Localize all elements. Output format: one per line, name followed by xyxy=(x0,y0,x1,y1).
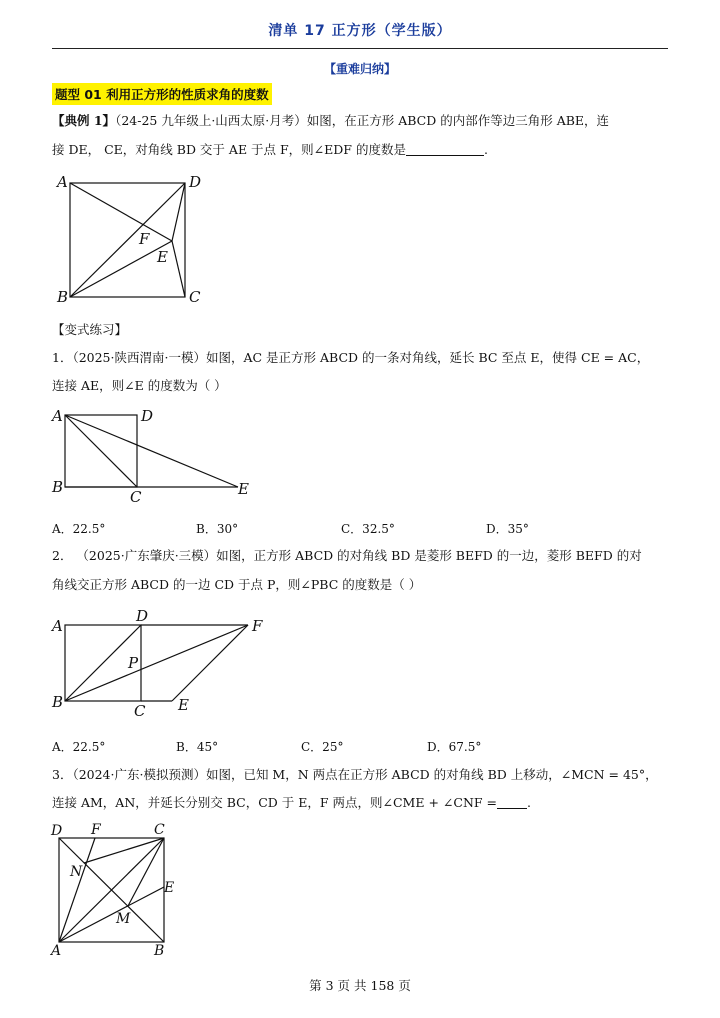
q1-option-b[interactable]: B．30° xyxy=(196,522,239,536)
example1-tag: 【典例 1】 xyxy=(52,113,116,128)
q2-line2: 角线交正方形 ABCD 的一边 CD 于点 P，则∠PBC 的度数是（ ） xyxy=(52,577,422,592)
q1-label-d: D xyxy=(141,407,154,425)
q3-label-c: C xyxy=(154,822,165,838)
ex1-label-e: E xyxy=(157,248,168,266)
q2-label-d: D xyxy=(136,607,149,625)
q3-label-b: B xyxy=(154,943,165,959)
q3-text-2: 连接 AM，AN，并延长分别交 BC，CD 于 E，F 两点，则∠CME + ∠CNF = xyxy=(52,795,498,810)
q2-option-b[interactable]: B．45° xyxy=(176,740,219,754)
ex1-label-b: B xyxy=(57,288,69,306)
document-header-title: 清单 17 正方形（学生版） xyxy=(268,23,452,39)
q1-line1: 1．（2025·陕西渭南·一模）如图，AC 是正方形 ABCD 的一条对角线，延长 BC 至点 E，使得 CE = AC， xyxy=(52,350,650,365)
q3-line1: 3．（2024·广东·模拟预测）如图，已知 M，N 两点在正方形 ABCD 的对角线 BD 上移动，∠MCN = 45°， xyxy=(52,767,658,782)
ex1-label-a: A xyxy=(57,173,68,191)
q1-label-b: B xyxy=(52,478,64,496)
q2-option-c[interactable]: C．25° xyxy=(301,740,344,754)
q3-label-d: D xyxy=(51,823,63,839)
q2-option-a[interactable]: A．22.5° xyxy=(52,740,106,754)
example1-text-1: （24-25 九年级上·山西太原·月考）如图，在正方形 ABCD 的内部作等边三角形 ABE，连 xyxy=(115,113,610,128)
q1-label-c: C xyxy=(130,488,142,506)
q1-option-a[interactable]: A．22.5° xyxy=(52,522,106,536)
q3-period: . xyxy=(527,795,531,810)
q2-label-p: P xyxy=(128,654,139,672)
ex1-label-c: C xyxy=(189,288,201,306)
example1-text-2: 接 DE， CE，对角线 BD 交于 AE 于点 F，则∠EDF 的度数是 xyxy=(52,142,406,157)
q2-option-d[interactable]: D．67.5° xyxy=(427,740,482,754)
q3-label-m: M xyxy=(116,911,131,927)
practice-heading: 【变式练习】 xyxy=(52,322,128,337)
q1-label-e: E xyxy=(238,480,249,498)
q1-option-c[interactable]: C．32.5° xyxy=(341,522,395,536)
q2-label-e: E xyxy=(178,696,189,714)
page-footer: 第 3 页 共 158 页 xyxy=(309,978,411,993)
q3-label-e: E xyxy=(164,880,175,896)
q2-label-a: A xyxy=(52,617,63,635)
q2-label-c: C xyxy=(134,702,146,720)
section-banner: 【重难归纳】 xyxy=(323,62,396,76)
example1-period: . xyxy=(483,142,488,157)
topic-title: 题型 01 利用正方形的性质求角的度数 xyxy=(52,83,272,105)
q1-label-a: A xyxy=(52,407,63,425)
q3-label-a: A xyxy=(51,943,62,959)
q3-label-f: F xyxy=(91,822,101,838)
q2-label-b: B xyxy=(52,693,64,711)
q1-option-d[interactable]: D．35° xyxy=(486,522,529,536)
q1-line2: 连接 AE，则∠E 的度数为（ ） xyxy=(52,378,227,393)
q2-line1: 2． （2025·广东肇庆·三模）如图，正方形 ABCD 的对角线 BD 是菱形 BEFD 的一边，菱形 BEFD 的对 xyxy=(52,548,642,563)
ex1-label-d: D xyxy=(189,173,202,191)
q3-label-n: N xyxy=(70,864,83,880)
ex1-label-f: F xyxy=(139,230,150,248)
q2-label-f: F xyxy=(252,617,263,635)
